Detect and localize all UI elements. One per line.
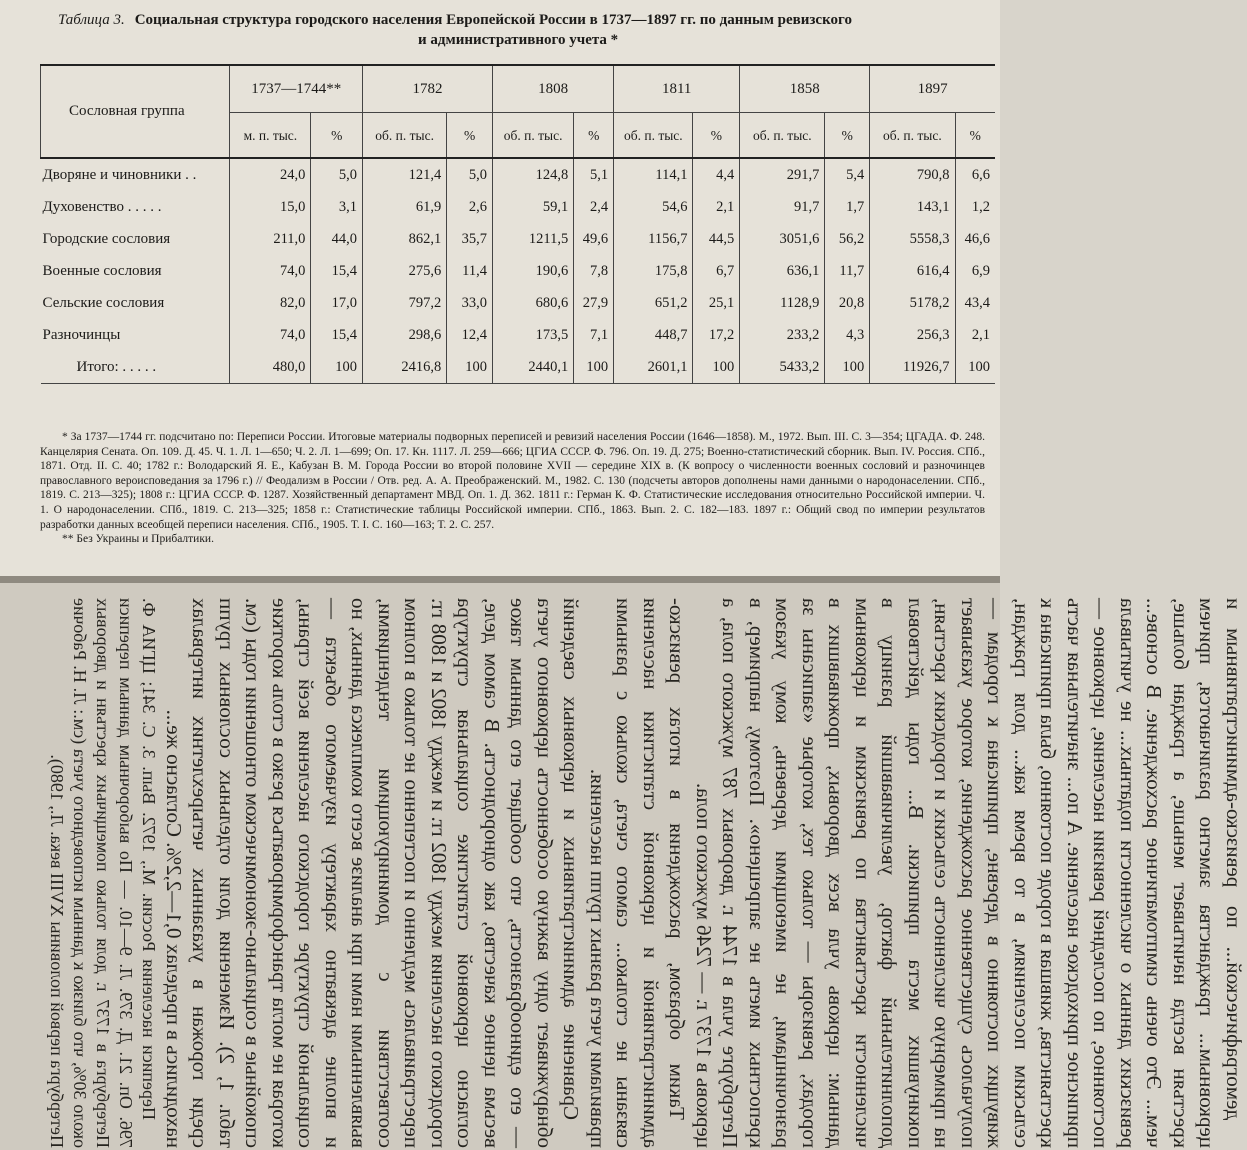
year-header: 1808 — [493, 65, 614, 113]
table-row — [41, 158, 996, 191]
table-row — [41, 319, 996, 351]
value-cell: 256,3 — [870, 319, 955, 351]
percent-cell: 56,2 — [825, 223, 870, 255]
unit-header: % — [447, 113, 493, 159]
percent-cell: 44,5 — [693, 223, 740, 255]
value-cell: 680,6 — [493, 287, 574, 319]
row-label: Дворяне и чиновники . . — [42, 166, 197, 183]
percent-cell: 6,7 — [693, 255, 740, 287]
unit-header: об. п. тыс. — [614, 113, 693, 159]
table-row — [41, 223, 996, 255]
value-cell: 173,5 — [493, 319, 574, 351]
value-cell: 5433,2 — [740, 351, 825, 384]
value-cell: 15,0 — [230, 191, 311, 223]
percent-cell: 4,4 — [693, 158, 740, 191]
table-row — [41, 351, 996, 384]
value-cell: 114,1 — [614, 158, 693, 191]
percent-cell: 5,1 — [574, 158, 614, 191]
value-cell: 233,2 — [740, 319, 825, 351]
value-cell: 448,7 — [614, 319, 693, 351]
facing-page-text — [47, 598, 1247, 1148]
percent-cell: 44,0 — [311, 223, 363, 255]
unit-header: об. п. тыс. — [870, 113, 955, 159]
value-cell: 59,1 — [493, 191, 574, 223]
percent-cell: 43,4 — [955, 287, 995, 319]
row-label: Разночинцы — [42, 326, 121, 343]
percent-cell: 100 — [825, 351, 870, 384]
percent-cell: 27,9 — [574, 287, 614, 319]
row-label: Сельские сословия — [42, 294, 165, 311]
percent-cell: 5,0 — [447, 158, 493, 191]
footnote-exclusion: ** Без Украины и Прибалтики. — [62, 533, 214, 546]
value-cell: 74,0 — [230, 255, 311, 287]
value-cell: 651,2 — [614, 287, 693, 319]
unit-header: об. п. тыс. — [363, 113, 447, 159]
percent-cell: 1,2 — [955, 191, 995, 223]
percent-cell: 46,6 — [955, 223, 995, 255]
facing-footnote: Переписи населения России. М., 1972. Вып. 3. С. 341; ЦГИА Ф. 796. Оп. 21. Д. 379. Л. 9—10. — По выборочным данным переписи Петербурга в 1737 г. доля только помещичьих крестьян и дворовых около 30%, что близко к данным исповедного учета (см.: Л. Н. Рабочие Петербурга первой половины XVIII века. Л., 1980). — [47, 598, 160, 1148]
percent-cell: 5,4 — [825, 158, 870, 191]
value-cell: 24,0 — [230, 158, 311, 191]
value-cell: 616,4 — [870, 255, 955, 287]
percent-cell: 7,8 — [574, 255, 614, 287]
value-cell: 1156,7 — [614, 223, 693, 255]
value-cell: 2440,1 — [493, 351, 574, 384]
group-column-header: Сословная группа — [41, 65, 230, 158]
table-row — [41, 255, 996, 287]
unit-header: об. п. тыс. — [740, 113, 825, 159]
value-cell: 124,8 — [493, 158, 574, 191]
percent-cell: 7,1 — [574, 319, 614, 351]
percent-cell: 15,4 — [311, 319, 363, 351]
percent-cell: 17,2 — [693, 319, 740, 351]
percent-cell: 2,1 — [693, 191, 740, 223]
value-cell: 121,4 — [363, 158, 447, 191]
year-header: 1858 — [740, 65, 870, 113]
table-caption — [58, 10, 988, 50]
table-number: Таблица 3. — [58, 12, 125, 28]
value-cell: 74,0 — [230, 319, 311, 351]
social-structure-table — [40, 64, 995, 384]
year-header: 1811 — [614, 65, 740, 113]
value-cell: 5178,2 — [870, 287, 955, 319]
value-cell: 2416,8 — [363, 351, 447, 384]
percent-cell: 11,7 — [825, 255, 870, 287]
value-cell: 275,6 — [363, 255, 447, 287]
percent-cell: 100 — [693, 351, 740, 384]
facing-paragraph: демографической... по ревизско-административным и церковным... гражданства заметно различаются, причем крестьян всегда начитывает меньше, а граждан больше, чем... Это очень симптоматичное расхождение. В основе... ревизских данных о численности податных... не учитывала постоянное, по последней ревизии население, церковное — приписное приходское население. А по... значительная часть крестьянства, жившая в городе постоянно, была приписана к сельским поселениям, в то время как... доля граждан, живущих постоянно в деревне, приписана к городам — получалось существенное расхождение, которое указывает на примерную численность сельских и городских крестьян, покинувших места приписки. В... годы действовал дополнительный фактор, увеличивавший разницу в численности крестьянства по ревизским и церковным данным: церковь учла всех дворовых, проживавших в городах, ревизоры — только тех, которые «записаны за разночинцами, не имеющими деревень, кому указом крепостных иметь не запрещено». Поэтому, например, в Петербурге учла в 1744 г. дворовых 787 мужского пола, а церковь в 1737 г. — 7246 мужского пола. — [692, 598, 1246, 1148]
table-row — [41, 287, 996, 319]
value-cell: 480,0 — [230, 351, 311, 384]
value-cell: 11926,7 — [870, 351, 955, 384]
percent-cell: 3,1 — [311, 191, 363, 223]
facing-paragraph: Сравнение административных и церковных сведений обнаруживает одну важную особенность церковного учета — его единообразность, что сообщает его данным такое весьма ценное качество, как однородность. В самом деле, согласно церковной статистике социальная структура городского населения между 1802 гг. и между 1802 и 1808 гг. перестраивалась медленно и постепенно не только в полном соответствии с доминирующими тенденциями, выявленными нами при анализе всего комплекса данных, но и вполне адекватно характеру изучаемого объекта — социальной структуре городского населения всей страны, которая не могла трансформироваться резко в столь короткие спокойные в социально-экономическом отношении годы (см. табл. 1, 2). Изменения доли отдельных сословных групп среди горожан в указанных четырехлетних интервалах находились в пределах 0,1—2,2%. Согласно же... — [162, 598, 584, 1148]
percent-cell: 100 — [447, 351, 493, 384]
percent-cell: 17,0 — [311, 287, 363, 319]
table-row — [41, 191, 996, 223]
percent-cell: 5,0 — [311, 158, 363, 191]
unit-header: м. п. тыс. — [230, 113, 311, 159]
row-label: Городские сословия — [42, 230, 171, 247]
value-cell: 2601,1 — [614, 351, 693, 384]
percent-cell: 11,4 — [447, 255, 493, 287]
value-cell: 298,6 — [363, 319, 447, 351]
printed-page — [0, 0, 1000, 580]
percent-cell: 35,7 — [447, 223, 493, 255]
percent-cell: 6,9 — [955, 255, 995, 287]
value-cell: 1211,5 — [493, 223, 574, 255]
facing-paragraph: Таким образом, расхождения в итогах ревизско-административной и церковной статистики населения связаны не столько... самого счета, сколько с разными правилами учета разных групп населения. — [586, 598, 690, 1148]
percent-cell: 1,7 — [825, 191, 870, 223]
value-cell: 3051,6 — [740, 223, 825, 255]
value-cell: 175,8 — [614, 255, 693, 287]
value-cell: 862,1 — [363, 223, 447, 255]
footnote-sources: * За 1737—1744 гг. подсчитано по: Переписи России. Итоговые материалы подворных переписей и ревизий населения России (1646—1858). М., 1972. Вып. III. С. 3—354; ЦГАДА. Ф. 248. Канцелярия Сената. Оп. 109. Д. 45. Ч. 1. Л. 1—650; Ч. 2. Л. 1—699; Оп. 17. Кн. 1117. Л. 259—666; ЦГИА СССР. Ф. 796. Оп. 19. Д. 275; Военно-статистический сборник. Вып. IV. Россия. СПб., 1871. Отд. II. С. 40; 1782 г.: Володарский Я. Е., Кабузан В. М. Города России во второй половине XVII — середине XIX в. (К вопросу о численности военных сословий и разночинцев православного вероисповедания за 1796 г.) // Феодализм в России / Отв. ред. А. А. Преображенский. М., 1982. С. 130 (подсчеты авторов дополнены нами данными о народонаселении. СПб., 1819. С. 213—325); 1808 г.: ЦГИА СССР. Ф. 1287. Хозяйственный департамент МВД. Оп. 1. Д. 362. 1811 г.: Герман К. Ф. Статистические исследования относительно Российской империи. Ч. 1. О народонаселении. СПб., 1819. С. 213—325; 1858 г.: Статистические таблицы Российской империи. СПб., 1863. Вып. 2. С. 182—183. 1897 г.: Общий свод по империи результатов разработки данных всеобщей переписи населения. СПб., 1905. Т. I. С. 160—163; Т. 2. С. 257. — [40, 431, 985, 531]
unit-header: % — [311, 113, 363, 159]
value-cell: 190,6 — [493, 255, 574, 287]
table-title-line1: Социальная структура городского населения Европейской России в 1737—1897 гг. по данным ревизского — [134, 12, 852, 28]
unit-header: об. п. тыс. — [493, 113, 574, 159]
year-header: 1737—1744** — [230, 65, 363, 113]
value-cell: 291,7 — [740, 158, 825, 191]
facing-page — [0, 583, 1246, 1150]
percent-cell: 33,0 — [447, 287, 493, 319]
unit-header: % — [955, 113, 995, 159]
value-cell: 211,0 — [230, 223, 311, 255]
year-header: 1782 — [363, 65, 493, 113]
unit-header: % — [693, 113, 740, 159]
percent-cell: 100 — [311, 351, 363, 384]
percent-cell: 2,1 — [955, 319, 995, 351]
value-cell: 636,1 — [740, 255, 825, 287]
percent-cell: 15,4 — [311, 255, 363, 287]
percent-cell: 2,4 — [574, 191, 614, 223]
value-cell: 54,6 — [614, 191, 693, 223]
row-label: Духовенство . . . . . — [42, 198, 162, 215]
value-cell: 1128,9 — [740, 287, 825, 319]
percent-cell: 20,8 — [825, 287, 870, 319]
value-cell: 790,8 — [870, 158, 955, 191]
value-cell: 5558,3 — [870, 223, 955, 255]
percent-cell: 49,6 — [574, 223, 614, 255]
percent-cell: 100 — [955, 351, 995, 384]
table-title-line2: и административного учета * — [418, 32, 619, 48]
row-label: Итого: . . . . . — [41, 351, 230, 384]
value-cell: 61,9 — [363, 191, 447, 223]
value-cell: 91,7 — [740, 191, 825, 223]
unit-header: % — [574, 113, 614, 159]
value-cell: 797,2 — [363, 287, 447, 319]
value-cell: 82,0 — [230, 287, 311, 319]
percent-cell: 6,6 — [955, 158, 995, 191]
percent-cell: 12,4 — [447, 319, 493, 351]
percent-cell: 2,6 — [447, 191, 493, 223]
percent-cell: 4,3 — [825, 319, 870, 351]
percent-cell: 100 — [574, 351, 614, 384]
percent-cell: 25,1 — [693, 287, 740, 319]
table-body — [41, 158, 996, 384]
table-footnotes — [40, 430, 985, 547]
year-header: 1897 — [870, 65, 995, 113]
row-label: Военные сословия — [42, 262, 162, 279]
value-cell: 143,1 — [870, 191, 955, 223]
unit-header: % — [825, 113, 870, 159]
